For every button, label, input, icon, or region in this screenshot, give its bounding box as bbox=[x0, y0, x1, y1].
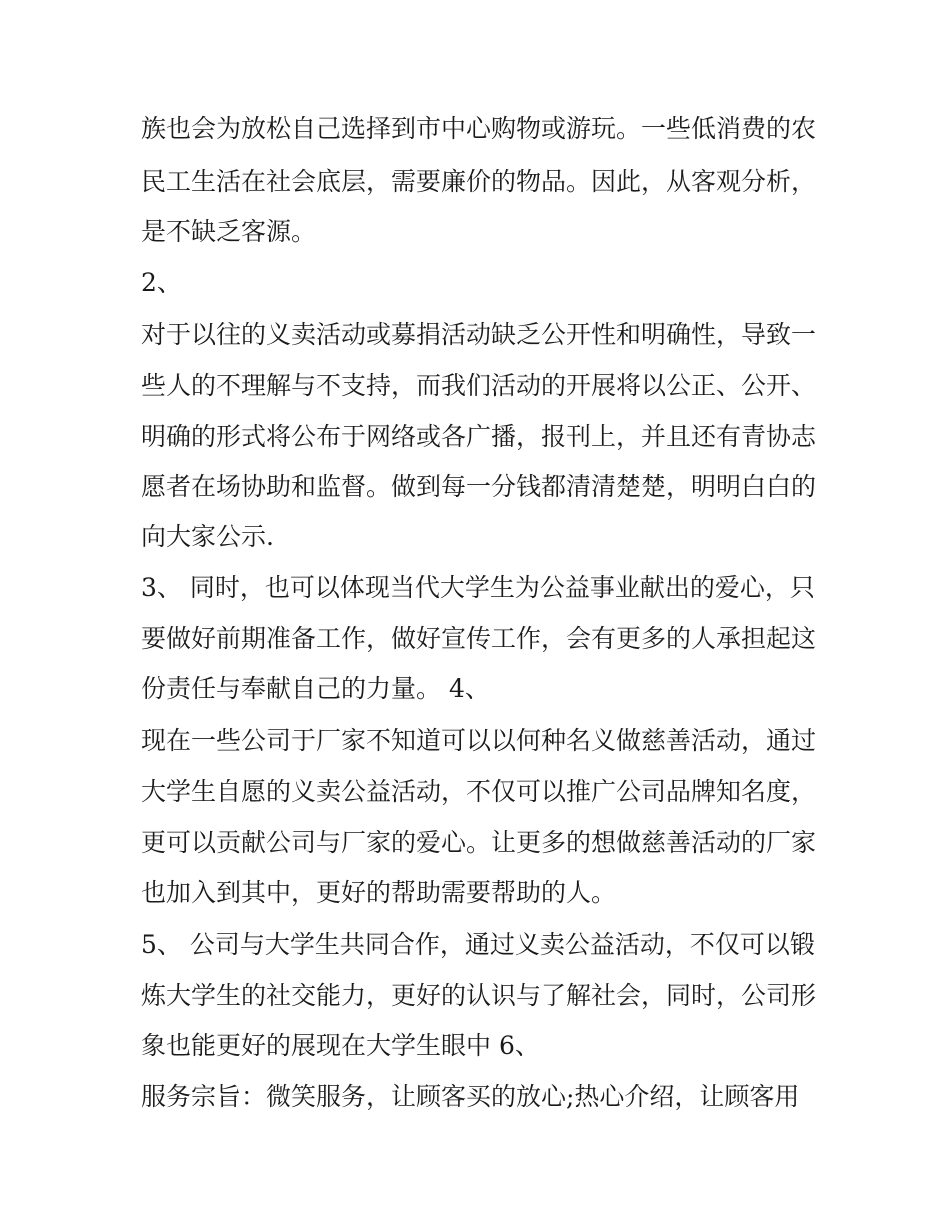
text-line: 现在一些公司于厂家不知道可以以何种名义做慈善活动，通过 bbox=[141, 726, 817, 755]
text-line: 服务宗旨：微笑服务，让顾客买的放心;热心介绍，让顾客用 bbox=[141, 1082, 800, 1111]
text-line: 3、 同时，也可以体现当代大学生为公益事业献出的爱心，只 bbox=[141, 573, 815, 602]
text-line: 明确的形式将公布于网络或各广播，报刊上，并且还有青协志 bbox=[141, 422, 817, 451]
text-line: 5、 公司与大学生共同合作，通过义卖公益活动，不仅可以锻 bbox=[141, 930, 815, 959]
text-line: 份责任与奉献自己的力量。 4、 bbox=[141, 674, 490, 703]
text-line: 也加入到其中，更好的帮助需要帮助的人。 bbox=[141, 878, 617, 907]
text-line: 是不缺乏客源。 bbox=[141, 217, 317, 246]
text-line: 大学生自愿的义卖公益活动，不仅可以推广公司品牌知名度， bbox=[141, 777, 817, 806]
text-line: 象也能更好的展现在大学生眼中 6、 bbox=[141, 1031, 540, 1060]
text-line: 向大家公示. bbox=[141, 522, 274, 551]
text-line: 对于以往的义卖活动或募捐活动缺乏公开性和明确性，导致一 bbox=[141, 320, 817, 349]
text-line: 要做好前期准备工作，做好宣传工作，会有更多的人承担起这 bbox=[141, 624, 817, 653]
list-number: 2、 bbox=[141, 268, 182, 297]
text-line: 炼大学生的社交能力，更好的认识与了解社会，同时，公司形 bbox=[141, 981, 817, 1010]
text-line: 民工生活在社会底层，需要廉价的物品。因此，从客观分析， bbox=[141, 167, 817, 196]
text-line: 些人的不理解与不支持，而我们活动的开展将以公正、公开、 bbox=[141, 371, 817, 400]
text-line: 更可以贡献公司与厂家的爱心。让更多的想做慈善活动的厂家 bbox=[141, 828, 817, 857]
text-line: 族也会为放松自己选择到市中心购物或游玩。一些低消费的农 bbox=[141, 114, 817, 143]
text-line: 愿者在场协助和监督。做到每一分钱都清清楚楚，明明白白的 bbox=[141, 472, 817, 501]
